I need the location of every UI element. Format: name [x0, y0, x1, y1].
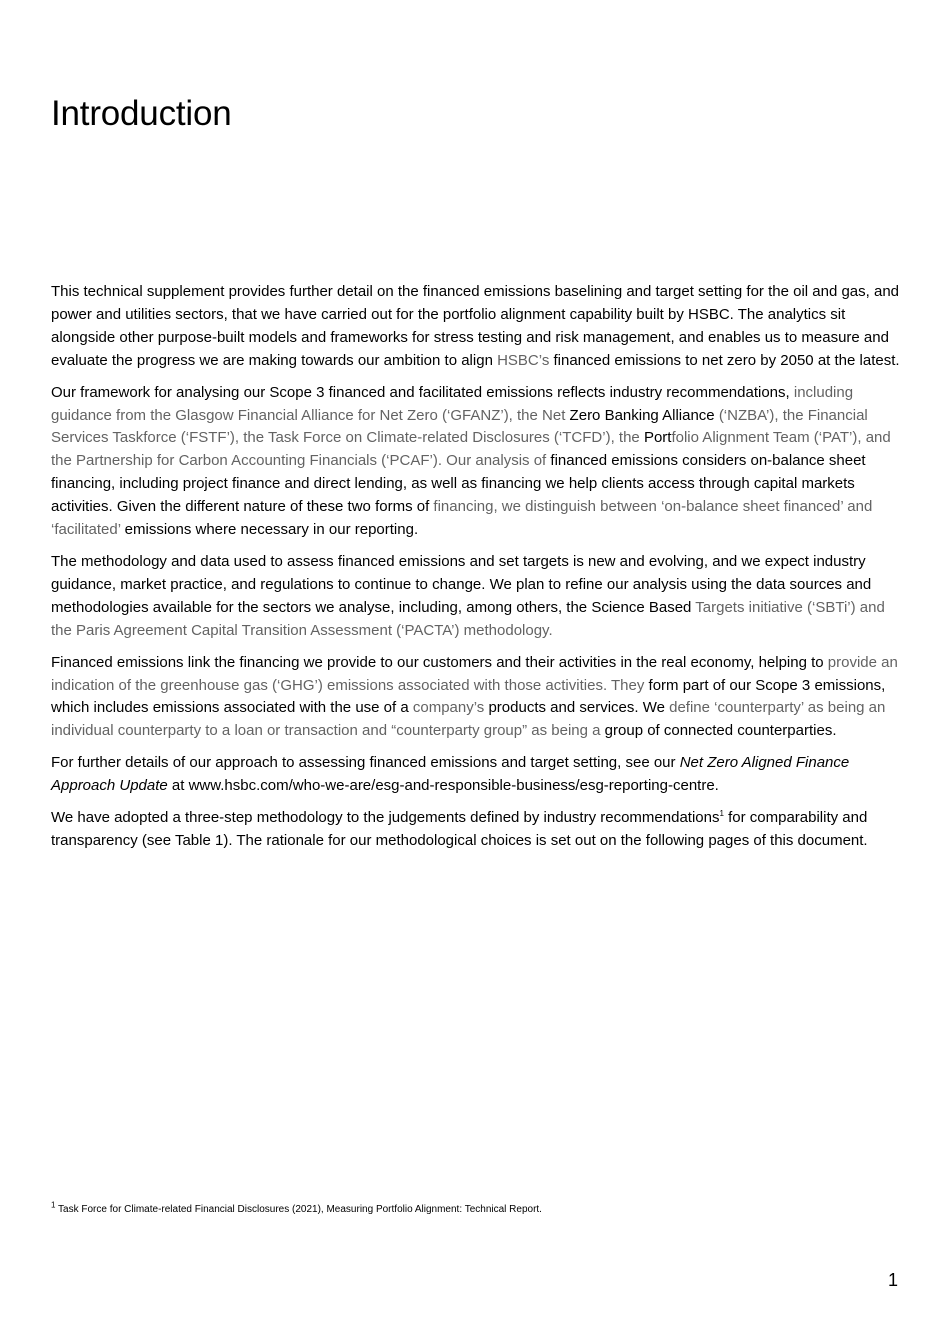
page-title: Introduction: [51, 94, 232, 133]
page-number: 1: [887, 1270, 898, 1290]
paragraph-2: Our framework for analysing our Scope 3 financed and facilitated emissions reflects industry recommendations, including guidance from the Glasgow Financial Alliance for Net Zero (‘GFANZ’), the Net Zero Banking Alliance (‘NZBA’), the Financial Services Taskforce (‘FSTF’), the Task Force on Climate-related Disclosures (‘TCFD’), the Portfolio Alignment Team (‘PAT’), and the Partnership for Carbon Accounting Financials (‘PCAF’). Our analysis of financed emissions considers on-balance sheet financing, including project finance and direct lending, as well as financing we help clients access through capital markets activities. Given the different nature of these two forms of financing, we distinguish between ‘on-balance sheet financed’ and ‘facilitated’ emissions where necessary in our reporting.: [51, 383, 891, 539]
footnote: $^1$ Task Force for Climate-related Financial Disclosures (2021), Measuring Portfolio Alignment: Technical Report.: [51, 1200, 542, 1215]
paragraph-1: This technical supplement provides further detail on the financed emissions baselining and target setting for the oil and gas, and power and utilities sectors, that we have carried out for the portfolio alignment capability built by HSBC. The analytics sit alongside other purpose-built models and frameworks for stress testing and risk management, and enables us to measure and evaluate the progress we are making towards our ambition to align HSBC’s financed emissions to net zero by 2050 at the latest.: [51, 283, 900, 369]
report-title: Net Zero Aligned Finance Approach Update: [51, 754, 850, 795]
paragraph-3: The methodology and data used to assess financed emissions and set targets is new and evolving, and we expect industry guidance, market practice, and regulations to continue to change. We plan to refine our analysis using the data sources and methodologies available for the sectors we analyse, including, among others, the Science Based Targets initiative (‘SBTi’) and the Paris Agreement Capital Transition Assessment (‘PACTA’) methodology.: [51, 552, 885, 639]
footnote-reference: 1: [719, 809, 724, 819]
paragraph-4: Financed emissions link the financing we provide to our customers and their activities in the real economy, helping to provide an indication of the greenhouse gas (‘GHG’) emissions associated with those activities. They form part of our Scope 3 emissions, which includes emissions associated with the use of a company’s products and services. We define ‘counterparty’ as being an individual counterparty to a loan or transaction and “counterparty group” as being a group of connected counterparties.: [51, 653, 898, 740]
footnote-marker: 1: [51, 1200, 56, 1210]
paragraph-6: We have adopted a three-step methodology to the judgements defined by industry recommendations$^1$ for comparability and transparency (see Table 1). The rationale for our methodological choices is set out on the following pages of this document.: [51, 809, 868, 849]
body-text: [51, 281, 903, 862]
paragraph-5: For further details of our approach to assessing financed emissions and target setting, see our Net Zero Aligned Finance Approach Update at www.hsbc.com/who-we-are/esg-and-responsible-business/esg-reporting-centre.: [51, 754, 850, 795]
